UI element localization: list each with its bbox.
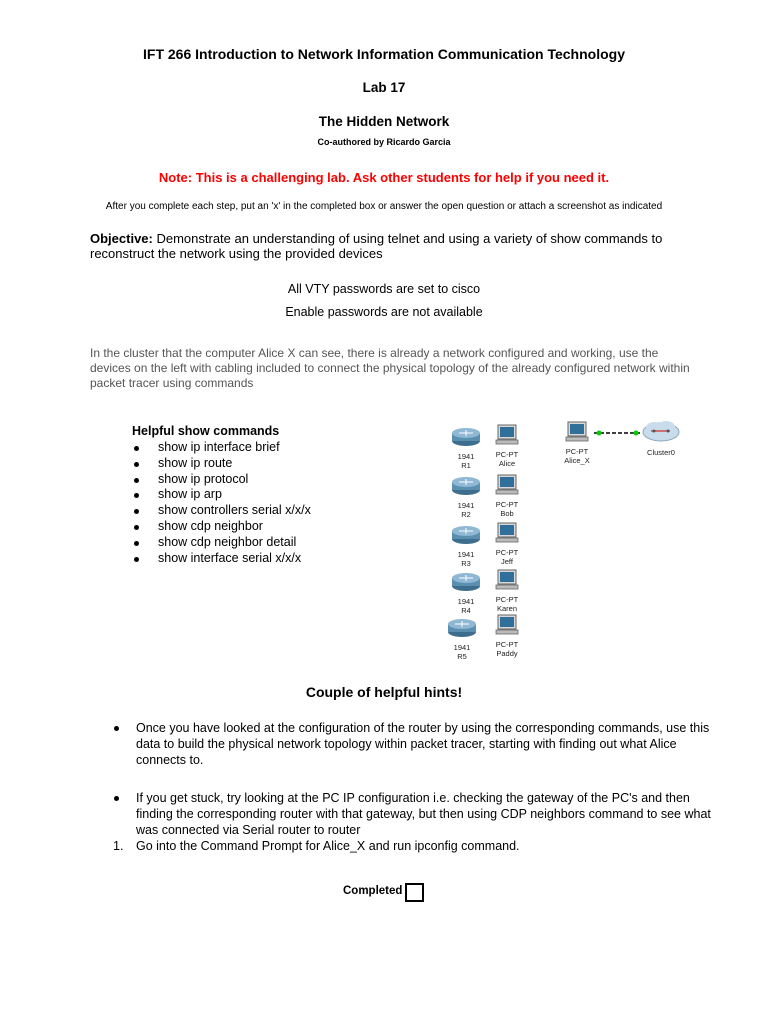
objective-label: Objective: — [90, 231, 153, 246]
pc-icon — [492, 569, 522, 591]
bullet-icon — [134, 462, 139, 467]
pc-name: Alice_X — [564, 455, 590, 465]
bullet-icon — [134, 557, 139, 562]
completed-checkbox[interactable] — [405, 883, 424, 902]
command-text: show ip arp — [158, 487, 222, 502]
pc-model: PC-PT — [495, 500, 519, 509]
pc-bob — [492, 474, 522, 518]
pc-model: PC-PT — [565, 447, 589, 456]
cluster-node — [640, 418, 682, 458]
link-status-icon — [597, 431, 602, 436]
pc-karen — [492, 569, 522, 613]
router-icon — [448, 524, 484, 546]
router-name: R5 — [457, 651, 467, 661]
step-text: Go into the Command Prompt for Alice_X and run ipconfig command. — [136, 839, 520, 853]
list-item — [132, 456, 311, 472]
router-icon — [444, 617, 480, 639]
bullet-icon — [134, 478, 139, 483]
router-r4 — [448, 571, 484, 615]
hint-text: If you get stuck, try looking at the PC IP configuration i.e. checking the gateway of the PC's and then finding the corresponding router with that gateway, but then using CDP neighbors command to see what was connected via Serial router to router — [136, 791, 711, 837]
enable-password-line: Enable passwords are not available — [285, 305, 483, 319]
objective-text: Demonstrate an understanding of using telnet and using a variety of show commands to reconstruct the network using the provided devices — [90, 231, 663, 261]
router-model: 1941 — [457, 501, 475, 510]
command-text: show interface serial x/x/x — [158, 550, 302, 565]
pc-name: Alice — [498, 458, 516, 468]
link-status-icon — [634, 431, 639, 436]
link-line — [592, 428, 642, 438]
pc-name: Bob — [500, 508, 514, 518]
objective-paragraph — [90, 231, 730, 261]
list-item — [132, 551, 311, 567]
completed-label: Completed — [343, 885, 403, 897]
list-item — [132, 440, 311, 456]
router-model: 1941 — [457, 597, 475, 606]
hint-item — [136, 790, 726, 838]
command-text: show cdp neighbor — [158, 518, 263, 533]
cluster-name: Cluster0 — [647, 448, 675, 457]
list-item — [132, 519, 311, 535]
pc-icon — [492, 614, 522, 636]
show-commands-list — [132, 440, 311, 566]
pc-name: Jeff — [501, 556, 513, 566]
warning-note: Note: This is a challenging lab. Ask other students for help if you need it. — [158, 170, 610, 185]
pc-model: PC-PT — [495, 450, 519, 459]
pc-name: Paddy — [496, 648, 518, 658]
list-item — [132, 472, 311, 488]
command-text: show ip protocol — [158, 471, 249, 486]
bullet-icon — [134, 446, 139, 451]
pc-jeff — [492, 522, 522, 566]
pc-model: PC-PT — [495, 640, 519, 649]
bullet-icon — [134, 525, 139, 530]
pc-icon — [492, 474, 522, 496]
command-text: show ip route — [158, 455, 233, 470]
bullet-icon — [134, 541, 139, 546]
hint-item — [136, 720, 726, 768]
list-item — [132, 535, 311, 551]
topology-figure — [440, 418, 690, 668]
router-icon — [448, 475, 484, 497]
router-name: R3 — [461, 558, 471, 568]
router-model: 1941 — [457, 452, 475, 461]
pc-icon — [492, 522, 522, 544]
step-1 — [113, 839, 520, 853]
router-r2 — [448, 475, 484, 519]
bullet-icon — [134, 493, 139, 498]
pc-model: PC-PT — [495, 595, 519, 604]
router-model: 1941 — [453, 643, 471, 652]
pc-icon — [562, 421, 592, 443]
command-text: show controllers serial x/x/x — [158, 503, 311, 518]
course-title: IFT 266 Introduction to Network Information Communication Technology — [143, 46, 625, 62]
cluster-paragraph: In the cluster that the computer Alice X can see, there is already a network configured and working, use the devices on the left with cabling included to connect the physical topology of the already configured network within packet tracer using commands — [90, 346, 690, 390]
list-item — [132, 503, 311, 519]
coauthor-line: Co-authored by Ricardo Garcia — [317, 137, 451, 147]
lab-number: Lab 17 — [362, 80, 406, 95]
router-r5 — [444, 617, 480, 661]
command-text: show cdp neighbor detail — [158, 534, 297, 549]
pc-alice — [492, 424, 522, 468]
bullet-icon — [134, 509, 139, 514]
pc-name: Karen — [496, 603, 517, 613]
pc-paddy — [492, 614, 522, 658]
list-item — [132, 487, 311, 503]
router-r3 — [448, 524, 484, 568]
router-r1 — [448, 426, 484, 470]
router-model: 1941 — [457, 550, 475, 559]
lab-title: The Hidden Network — [318, 114, 450, 129]
bullet-icon — [114, 796, 119, 801]
pc-alice-x — [562, 421, 592, 465]
router-icon — [448, 571, 484, 593]
command-text: show ip interface brief — [158, 440, 280, 454]
pc-model: PC-PT — [495, 548, 519, 557]
step-number: 1. — [113, 839, 124, 853]
hints-heading: Couple of helpful hints! — [305, 684, 463, 700]
hint-text: Once you have looked at the configuration of the router by using the corresponding commands, use this data to build the physical network topology within packet tracer, starting with finding out what Alice connects to. — [136, 721, 710, 767]
router-name: R2 — [461, 509, 471, 519]
vty-password-line: All VTY passwords are set to cisco — [287, 282, 481, 296]
router-icon — [448, 426, 484, 448]
show-commands-heading: Helpful show commands — [132, 424, 280, 438]
router-name: R1 — [461, 460, 471, 470]
router-name: R4 — [461, 605, 471, 615]
instructions-line: After you complete each step, put an 'x' in the completed box or answer the open question or attach a screenshot as indicated — [105, 201, 663, 212]
pc-icon — [492, 424, 522, 446]
cloud-icon — [640, 418, 682, 444]
bullet-icon — [114, 726, 119, 731]
